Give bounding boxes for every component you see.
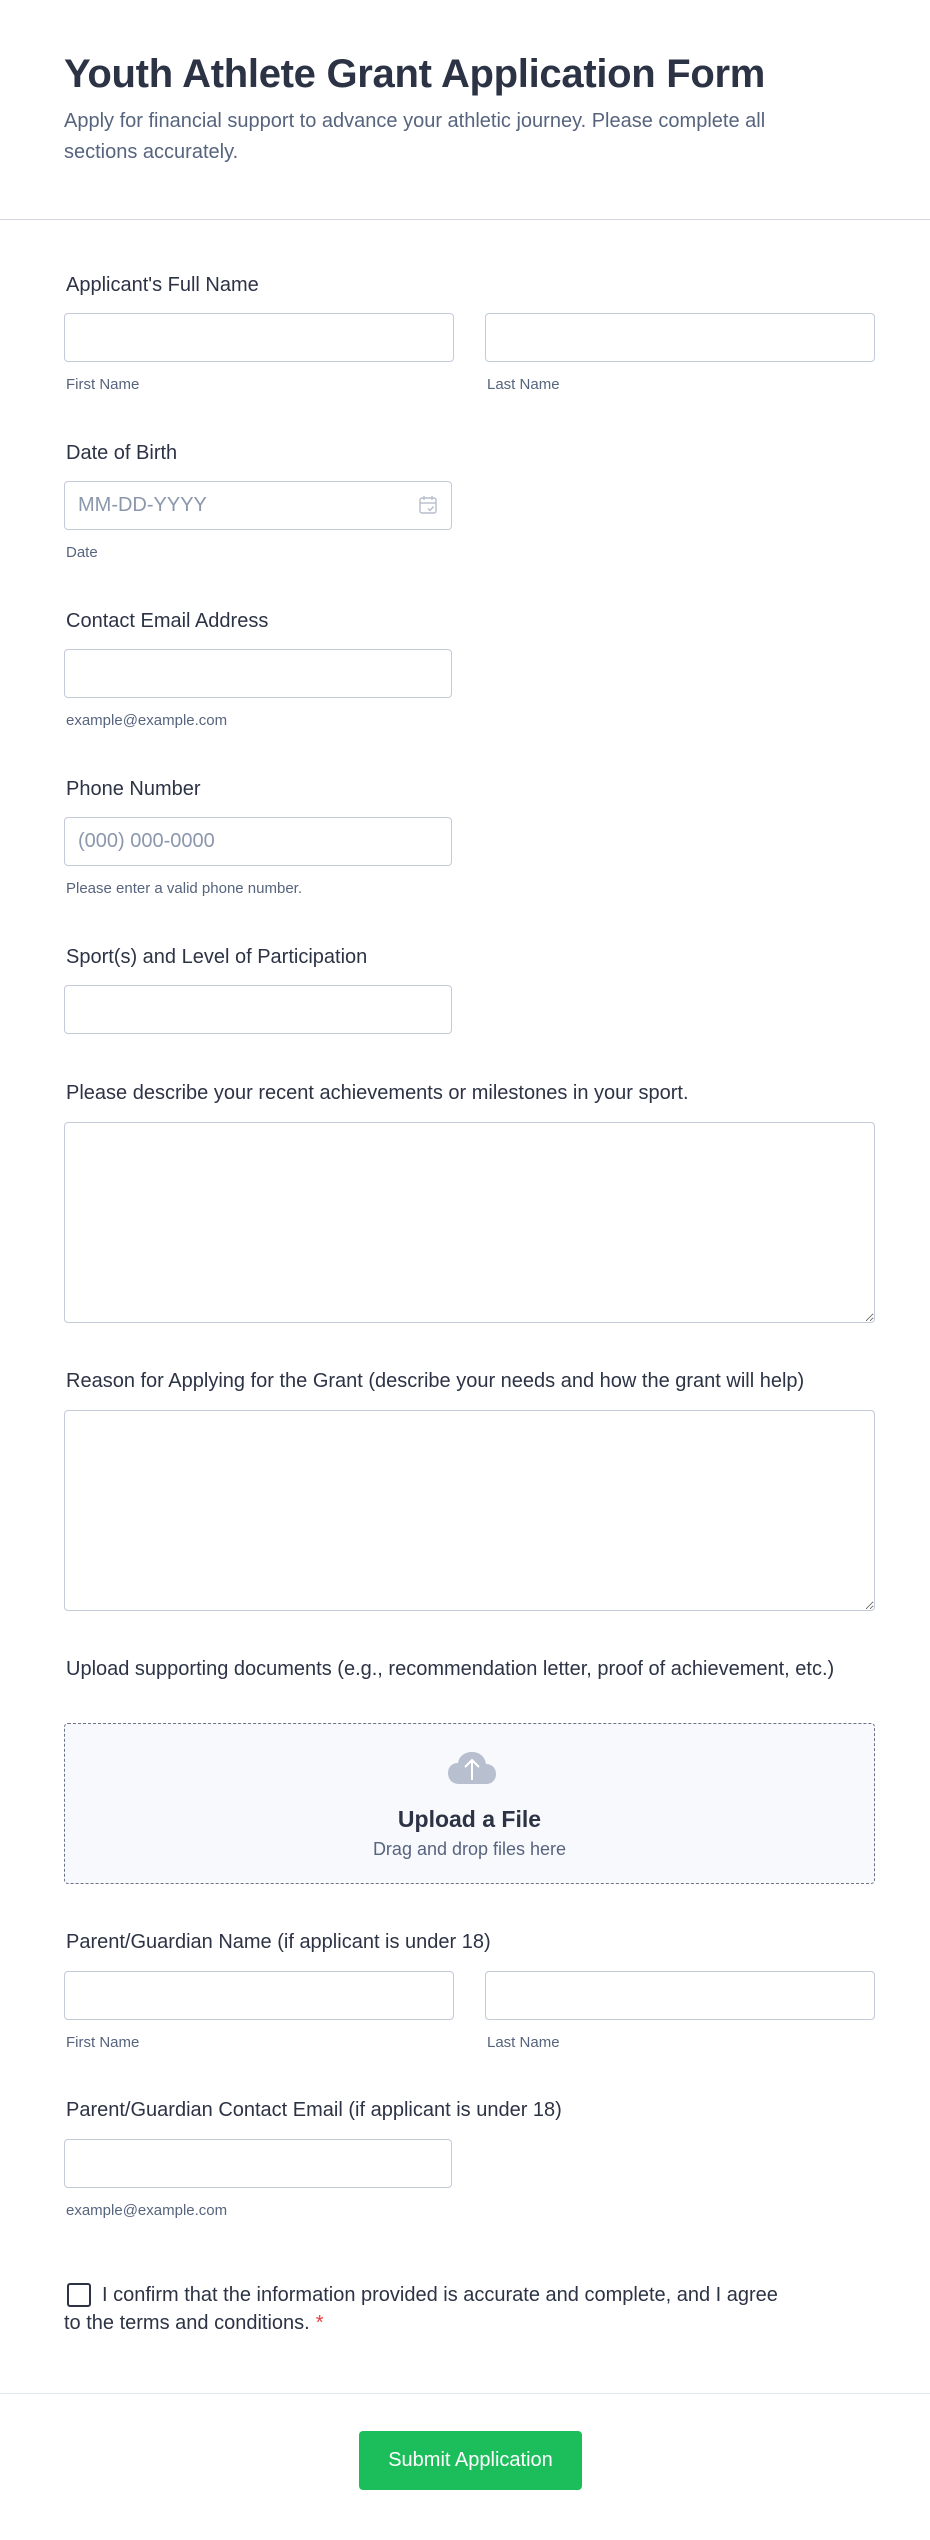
required-asterisk: * [315, 2312, 324, 2334]
form-footer [0, 2393, 930, 2540]
guardian-last-name-input[interactable] [485, 1971, 875, 2020]
achievements-textarea[interactable] [64, 1122, 875, 1323]
guardian-first-name-input[interactable] [64, 1971, 454, 2020]
page-title: Youth Athlete Grant Application Form [64, 52, 766, 96]
guardian-last-name-sublabel: Last Name [487, 2034, 560, 2051]
dob-label: Date of Birth [66, 442, 178, 464]
guardian-email-input[interactable] [64, 2139, 452, 2188]
applicant-first-name-input[interactable] [64, 313, 454, 362]
guardian-first-name-sublabel: First Name [66, 2034, 140, 2051]
cloud-upload-icon [447, 1751, 497, 1785]
applicant-name-label: Applicant's Full Name [66, 274, 259, 296]
page-subtitle: Apply for financial support to advance your athletic journey. Please complete all sections accurately. [64, 110, 766, 163]
upload-label: Upload supporting documents (e.g., recommendation letter, proof of achievement, etc.) [66, 1658, 835, 1680]
phone-input[interactable] [64, 817, 452, 866]
guardian-email-label: Parent/Guardian Contact Email (if applicant is under 18) [66, 2099, 562, 2121]
consent-checkbox[interactable] [67, 2283, 91, 2307]
applicant-last-name-sublabel: Last Name [487, 376, 560, 393]
calendar-icon[interactable] [419, 495, 437, 515]
reason-textarea[interactable] [64, 1410, 875, 1611]
upload-subtitle: Drag and drop files here [372, 1839, 567, 1859]
phone-sublabel: Please enter a valid phone number. [66, 880, 302, 897]
file-upload-dropzone[interactable] [64, 1723, 875, 1884]
phone-label: Phone Number [66, 778, 201, 800]
sports-label: Sport(s) and Level of Participation [66, 946, 368, 968]
applicant-first-name-sublabel: First Name [66, 376, 140, 393]
reason-label: Reason for Applying for the Grant (describe your needs and how the grant will help) [66, 1370, 805, 1392]
sports-input[interactable] [64, 985, 452, 1034]
consent-label [64, 2281, 784, 2337]
email-input[interactable] [64, 649, 452, 698]
achievements-label: Please describe your recent achievements or milestones in your sport. [66, 1082, 689, 1104]
form-header [0, 0, 930, 220]
consent-text: I confirm that the information provided is accurate and complete, and I agree to the terms and conditions. [64, 2284, 778, 2334]
applicant-last-name-input[interactable] [485, 313, 875, 362]
email-sublabel: example@example.com [66, 712, 228, 729]
dob-sublabel: Date [66, 544, 98, 561]
guardian-email-sublabel: example@example.com [66, 2202, 228, 2219]
email-label: Contact Email Address [66, 610, 269, 632]
guardian-name-label: Parent/Guardian Name (if applicant is under 18) [66, 1931, 491, 1953]
submit-button[interactable]: Submit Application [359, 2431, 582, 2490]
dob-input[interactable] [64, 481, 452, 530]
upload-title: Upload a File [397, 1806, 542, 1832]
